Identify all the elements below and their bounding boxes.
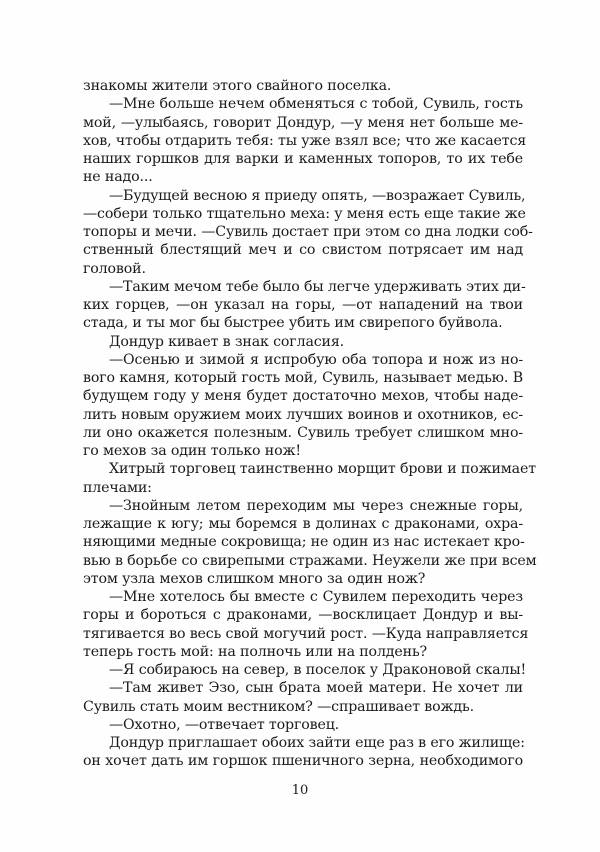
text-line: —Мне больше нечем обменяться с тобой, Сувиль, гость <box>109 96 523 113</box>
text-line: он хочет дать им горшок пшеничного зерна, необходимого <box>83 753 523 770</box>
text-line: горы и бороться с драконами, —восклицает Дондур и вы- <box>83 607 523 624</box>
text-line: вью в борьбе со свирепыми стражами. Неужели же при всем <box>83 552 537 569</box>
text-line: Дондур приглашает обоих зайти еще раз в его жилище: <box>109 735 525 751</box>
text-line: этом узла мехов слишком много за один нож? <box>83 570 426 587</box>
text-line: плечами: <box>83 479 152 496</box>
text-line: топоры и мечи. —Сувиль достает при этом со дна лодки соб- <box>83 224 533 240</box>
text-line: —Знойным летом переходим мы через снежные горы, <box>109 497 523 514</box>
text-line: —Охотно, —отвечает торговец. <box>109 716 340 733</box>
text-line: ли оно окажется полезным. Сувиль требует слишком мно- <box>83 424 523 441</box>
text-line: няющими медные сокровища; не один из нас истекает кро- <box>83 534 525 551</box>
text-line: стада, и ты мог бы быстрее убить им свирепого буйвола. <box>83 315 503 332</box>
text-line: знакомы жители этого свайного поселка. <box>83 78 392 94</box>
text-line: —Там живет Эзо, сын брата моей матери. Не хочет ли <box>109 680 523 697</box>
text-line: —Я собираюсь на север, в поселок у Драконовой скалы! <box>109 662 527 678</box>
text-line: наших горшков для варки и каменных топоров, то их тебе <box>83 151 523 167</box>
text-line: —Таким мечом тебе было бы легче удерживать этих ди- <box>109 278 526 295</box>
text-line: го мехов за один только нож! <box>83 443 301 459</box>
page-number: 10 <box>291 783 309 798</box>
text-line: лить новым оружием моих лучших воинов и охотников, ес- <box>83 406 523 423</box>
text-line: хов, чтобы отдарить тебя: ты уже взял все; что же касается <box>83 132 527 149</box>
text-line: ких горцев, —он указал на горы, —от нападений на твои <box>83 297 523 313</box>
text-line: Сувиль стать моим вестником? —спрашивает вождь. <box>83 698 474 715</box>
text-line: Хитрый торговец таинственно морщит брови и пожимает <box>109 461 536 478</box>
text-line: вого камня, который гость мой, Сувиль, называет медью. В <box>83 370 523 386</box>
text-line: —Мне хотелось бы вместе с Сувилем переходить через <box>109 589 523 605</box>
text-line: не надо... <box>83 169 153 186</box>
text-line: —Будущей весною я приеду опять, —возражает Сувиль, <box>109 187 526 204</box>
text-line: будущем году у меня будет достаточно мехов, чтобы наде- <box>83 388 523 405</box>
text-line: Дондур кивает в знак согласия. <box>109 333 345 350</box>
text-line: лежащие к югу; мы боремся в долинах с драконами, охра- <box>83 516 523 532</box>
text-line: головой. <box>83 260 146 277</box>
text-line: ственный блестящий меч и со свистом потрясает им над <box>83 242 523 259</box>
text-line: —собери только тщательно меха: у меня есть еще такие же <box>83 205 526 222</box>
text-line: теперь гость мой: на полночь или на полдень? <box>83 643 427 660</box>
page-body-text <box>83 77 537 771</box>
text-line: мой, —улыбаясь, говорит Дондур, —у меня нет больше ме- <box>83 114 523 131</box>
text-line: —Осенью и зимой я испробую оба топора и нож из но- <box>109 351 523 368</box>
text-line: тягивается во весь свой могучий рост. —Куда направляется <box>83 625 529 642</box>
